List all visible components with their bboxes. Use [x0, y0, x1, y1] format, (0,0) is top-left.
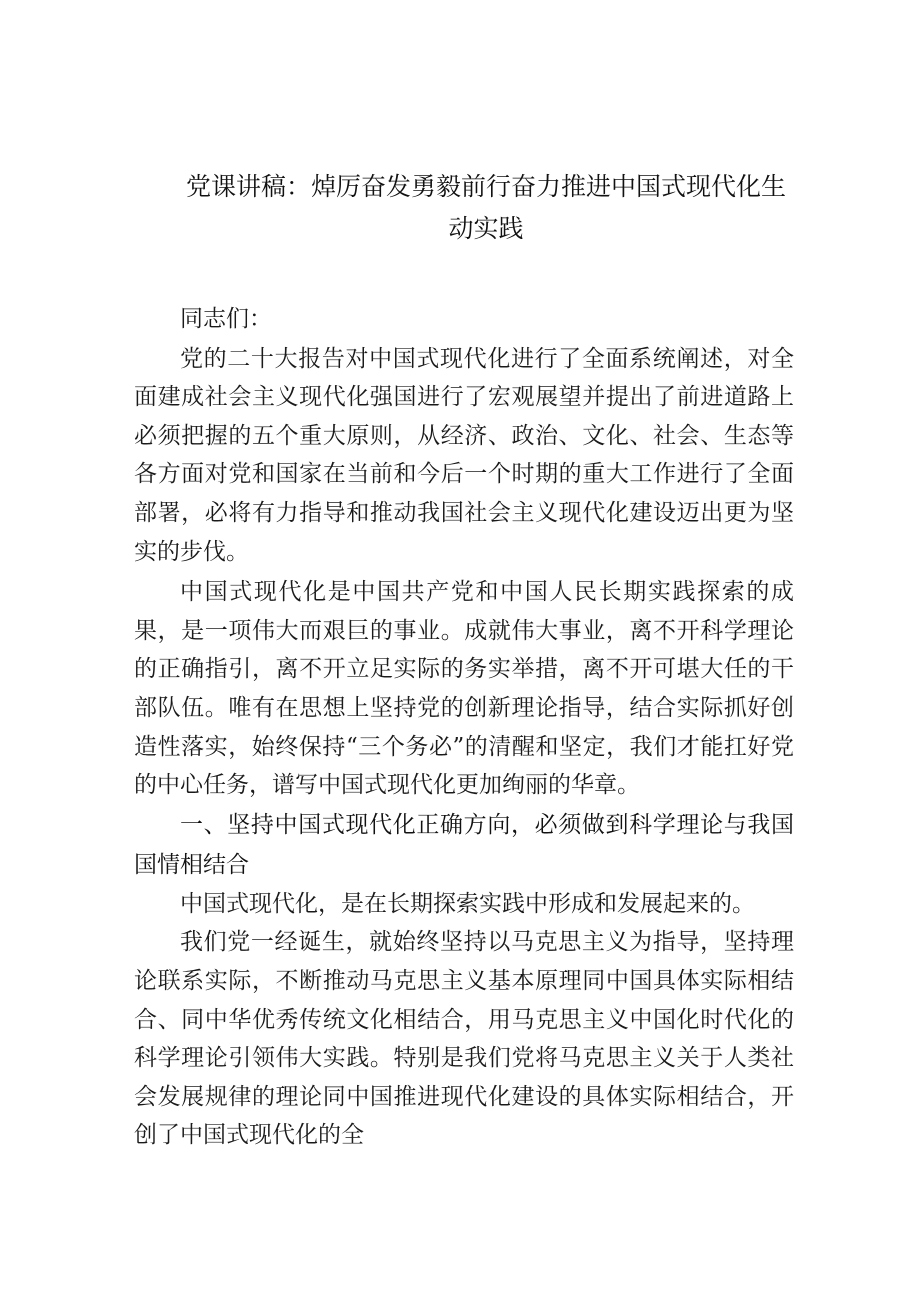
section-heading: 一、坚持中国式现代化正确方向，必须做到科学理论与我国国情相结合: [134, 811, 794, 878]
paragraph-overview: 中国式现代化是中国共产党和中国人民长期实践探索的成果，是一项伟大而艰巨的事业。成就伟大事业，离不开科学理论的正确指引，离不开立足实际的务实举措，离不开可堪大任的干部队伍。唯有在思想上坚持党的创新理论指导，结合实际抓好创造性落实，始终保持“三个务必”的清醒和坚定，我们才能扛好党的中心任务，谱写中国式现代化更加绚丽的华章。: [134, 579, 794, 799]
section-paragraph-1: 中国式现代化，是在长期探索实践中形成和发展起来的。: [180, 890, 755, 917]
paragraph-intro: 党的二十大报告对中国式现代化进行了全面系统阐述，对全面建成社会主义现代化强国进行了宏观展望并提出了前进道路上必须把握的五个重大原则，从经济、政治、文化、社会、生态等各方面对党和国家在当前和今后一个时期的重大工作进行了全面部署，必将有力指导和推动我国社会主义现代化建设迈出更为坚实的步伐。: [134, 345, 794, 565]
document-title: 党课讲稿：焯厉奋发勇毅前行奋力推进中国式现代化生动实践: [185, 172, 786, 243]
greeting: 同志们：: [180, 306, 272, 332]
document-body: [134, 300, 794, 1155]
section-paragraph-2: 我们党一经诞生，就始终坚持以马克思主义为指导，坚持理论联系实际，不断推动马克思主义基本原理同中国具体实际相结合、同中华优秀传统文化相结合，用马克思主义中国化时代化的科学理论引领伟大实践。特别是我们党将马克思主义关于人类社会发展规律的理论同中国推进现代化建设的具体实际相结合，开创了中国式现代化的全: [134, 929, 794, 1149]
